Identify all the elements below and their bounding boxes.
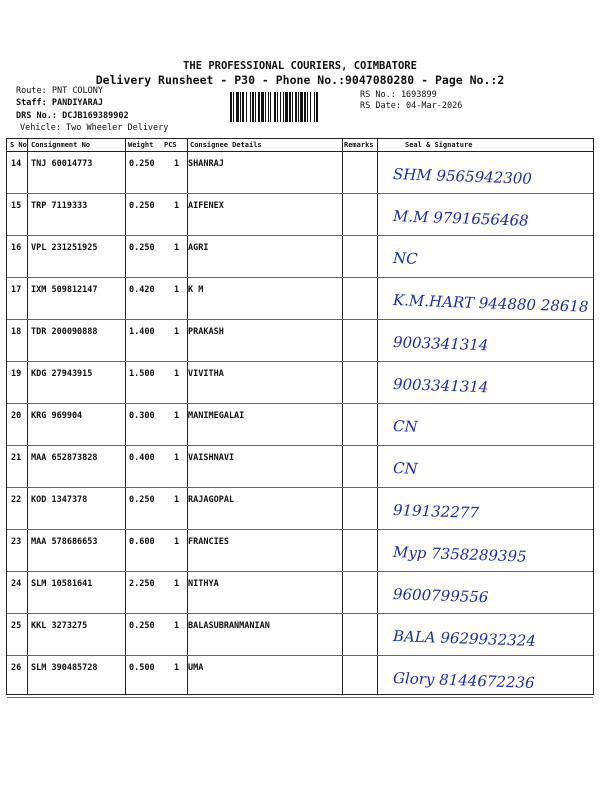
signature-text: BALA 9629932324 <box>392 627 537 650</box>
handwritten-signature <box>379 614 595 656</box>
serial-number: 19 <box>11 369 22 379</box>
consignee-name: AIFENEX <box>188 201 224 211</box>
weight-value: 0.400 <box>129 453 155 463</box>
serial-number: 22 <box>11 495 22 505</box>
consignment-number: MAA 578686653 <box>31 537 98 547</box>
handwritten-signature <box>379 488 595 530</box>
consignment-number: IXM 509812147 <box>31 285 98 295</box>
serial-number: 16 <box>11 243 22 253</box>
rs-date: RS Date: 04-Mar-2026 <box>360 101 463 111</box>
table-row <box>7 194 593 236</box>
consignee-name: PRAKASH <box>188 327 224 337</box>
handwritten-signature <box>379 572 595 614</box>
col-pcs: PCS <box>164 141 177 149</box>
consignee-name: FRANCIES <box>188 537 229 547</box>
table-row <box>7 530 593 572</box>
serial-number: 25 <box>11 621 22 631</box>
consignee-name: VAISHNAVI <box>188 453 235 463</box>
consignment-number: KKL 3273275 <box>31 621 88 631</box>
staff-line <box>16 98 103 108</box>
handwritten-signature <box>379 656 595 698</box>
weight-value: 0.250 <box>129 159 155 169</box>
consignee-name: K M <box>188 285 204 295</box>
weight-value: 0.600 <box>129 537 155 547</box>
pieces-count: 1 <box>174 243 180 253</box>
col-consignment: Consignment No <box>31 141 91 149</box>
signature-text: K.M.HART 944880 28618 <box>392 291 589 316</box>
weight-value: 0.250 <box>129 495 155 505</box>
serial-number: 21 <box>11 453 22 463</box>
table-row <box>7 362 593 404</box>
staff-value: PANDIYARAJ <box>51 98 104 108</box>
vehicle-line: Vehicle: Two Wheeler Delivery <box>20 123 169 133</box>
serial-number: 18 <box>11 327 22 337</box>
handwritten-signature <box>379 404 595 446</box>
consignee-name: MANIMEGALAI <box>188 411 245 421</box>
signature-text: 9600799556 <box>392 585 489 607</box>
handwritten-signature <box>379 362 595 404</box>
table-row <box>7 152 593 194</box>
route-label: Route: <box>16 86 47 96</box>
pieces-count: 1 <box>174 411 180 421</box>
company-name: THE PROFESSIONAL COURIERS, COIMBATORE <box>183 60 417 72</box>
pieces-count: 1 <box>174 663 180 673</box>
handwritten-signature <box>379 320 595 362</box>
pieces-count: 1 <box>174 285 180 295</box>
consignment-number: TRP 7119333 <box>31 201 88 211</box>
route-value: PNT COLONY <box>51 86 104 96</box>
pieces-count: 1 <box>174 621 180 631</box>
table-row <box>7 404 593 446</box>
signature-text: CN <box>392 459 418 478</box>
col-signature: Seal & Signature <box>405 141 473 149</box>
handwritten-signature <box>379 194 595 236</box>
signature-text: 919132277 <box>392 501 480 522</box>
drs-line <box>16 111 129 121</box>
serial-number: 17 <box>11 285 22 295</box>
handwritten-signature <box>379 152 595 194</box>
weight-value: 0.300 <box>129 411 155 421</box>
consignment-number: VPL 231251925 <box>31 243 98 253</box>
weight-value: 0.420 <box>129 285 155 295</box>
pieces-count: 1 <box>174 369 180 379</box>
pieces-count: 1 <box>174 453 180 463</box>
consignment-number: SLM 10581641 <box>31 579 93 589</box>
rs-number: RS No.: 1693899 <box>360 90 437 100</box>
serial-number: 20 <box>11 411 22 421</box>
serial-number: 23 <box>11 537 22 547</box>
signature-text: Glory 8144672236 <box>392 669 535 692</box>
weight-value: 0.250 <box>129 243 155 253</box>
consignment-number: KOD 1347378 <box>31 495 88 505</box>
table-row <box>7 614 593 656</box>
consignment-number: SLM 390485728 <box>31 663 98 673</box>
col-remarks: Remarks <box>344 141 374 149</box>
table-row <box>7 236 593 278</box>
weight-value: 0.250 <box>129 621 155 631</box>
consignee-name: UMA <box>188 663 204 673</box>
drs-label: DRS No.: <box>16 111 57 121</box>
staff-label: Staff: <box>16 98 47 108</box>
serial-number: 24 <box>11 579 22 589</box>
signature-text: M.M 9791656468 <box>392 207 529 230</box>
consignee-name: NITHYA <box>188 579 219 589</box>
col-consignee: Consignee Details <box>190 141 262 149</box>
pieces-count: 1 <box>174 495 180 505</box>
consignee-name: BALASUBRANMANIAN <box>188 621 270 631</box>
signature-text: SHM 9565942300 <box>392 165 533 188</box>
weight-value: 0.250 <box>129 201 155 211</box>
signature-text: CN <box>392 417 418 436</box>
consignment-number: TNJ 60014773 <box>31 159 93 169</box>
consignee-name: AGRI <box>188 243 209 253</box>
weight-value: 2.250 <box>129 579 155 589</box>
table-row <box>7 278 593 320</box>
consignee-name: RAJAGOPAL <box>188 495 235 505</box>
table-row <box>7 320 593 362</box>
drs-value: DCJB169389902 <box>62 111 129 121</box>
pieces-count: 1 <box>174 327 180 337</box>
barcode <box>230 92 356 122</box>
pieces-count: 1 <box>174 537 180 547</box>
col-weight: Weight <box>128 141 154 149</box>
table-row <box>7 446 593 488</box>
consignment-number: KRG 969904 <box>31 411 83 421</box>
handwritten-signature <box>379 278 595 320</box>
consignment-number: TDR 200090888 <box>31 327 98 337</box>
consignment-number: KDG 27943915 <box>31 369 93 379</box>
signature-text: 9003341314 <box>392 375 489 397</box>
handwritten-signature <box>379 236 595 278</box>
signature-text: Myp 7358289395 <box>392 543 527 566</box>
table-row <box>7 572 593 614</box>
runsheet-table <box>6 138 594 695</box>
route-line <box>16 86 103 96</box>
serial-number: 15 <box>11 201 22 211</box>
weight-value: 1.400 <box>129 327 155 337</box>
pieces-count: 1 <box>174 159 180 169</box>
weight-value: 0.500 <box>129 663 155 673</box>
consignment-number: MAA 652873828 <box>31 453 98 463</box>
runsheet-title: Delivery Runsheet - P30 - Phone No.:9047080280 - Page No.:2 <box>95 73 505 87</box>
handwritten-signature <box>379 446 595 488</box>
pieces-count: 1 <box>174 579 180 589</box>
col-sno: S No <box>10 141 27 149</box>
serial-number: 14 <box>11 159 22 169</box>
table-row <box>7 656 593 698</box>
pieces-count: 1 <box>174 201 180 211</box>
serial-number: 26 <box>11 663 22 673</box>
signature-text: NC <box>392 249 418 268</box>
handwritten-signature <box>379 530 595 572</box>
weight-value: 1.500 <box>129 369 155 379</box>
table-row <box>7 488 593 530</box>
consignee-name: VIVITHA <box>188 369 224 379</box>
signature-text: 9003341314 <box>392 333 489 355</box>
consignee-name: SHANRAJ <box>188 159 224 169</box>
